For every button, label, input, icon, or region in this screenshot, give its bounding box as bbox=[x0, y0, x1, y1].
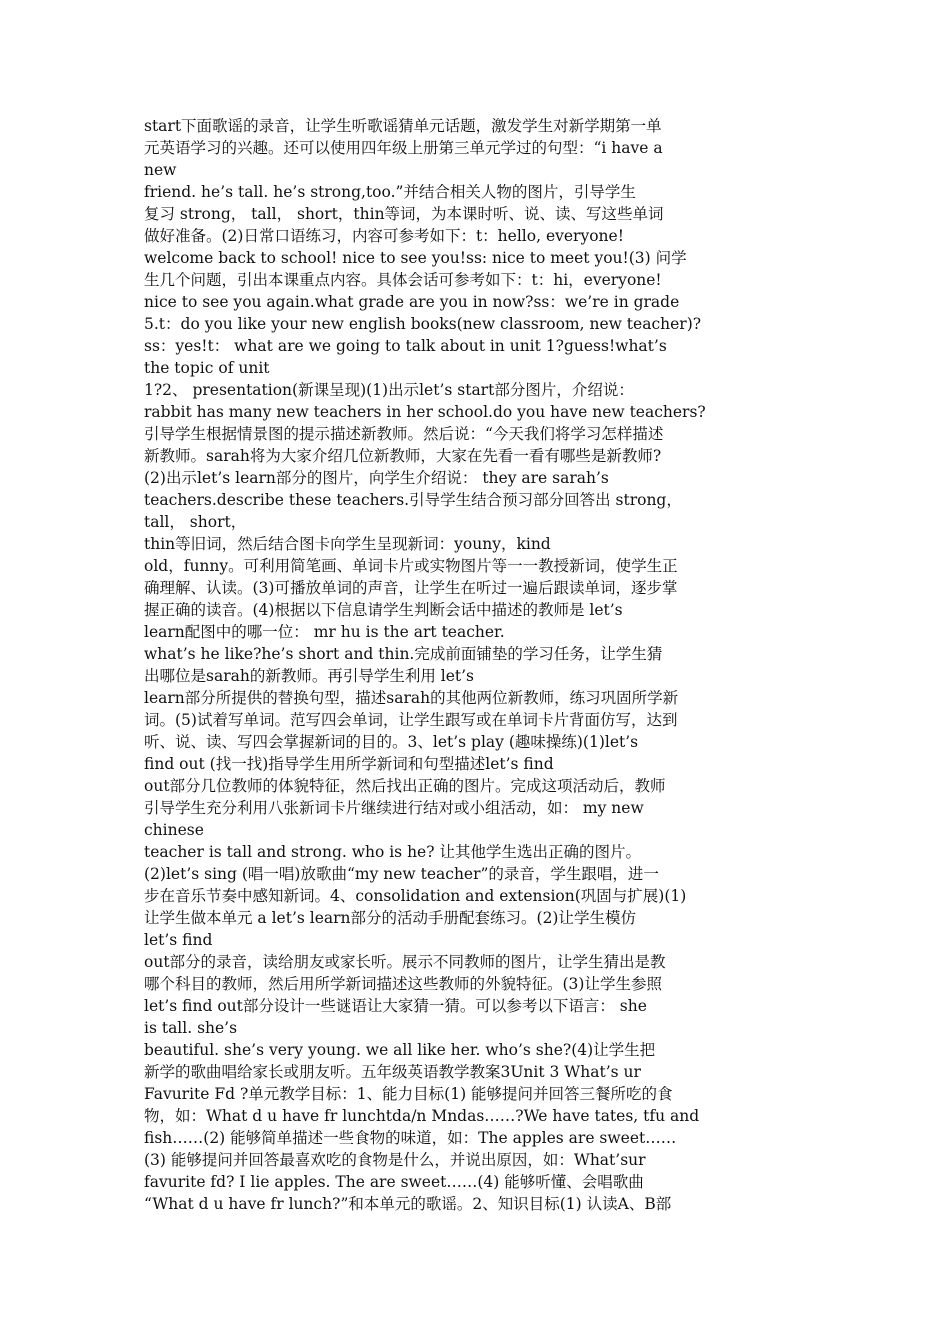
text-line: fish……(2) 能够简单描述一些食物的味道，如：The apples are sweet…… bbox=[144, 1129, 677, 1147]
text-line: 让学生做本单元 a let’s learn部分的活动手册配套练习。(2)让学生模仿 bbox=[144, 909, 636, 927]
text-line: teacher is tall and strong. who is he? 让其他学生选出正确的图片。 bbox=[144, 843, 641, 861]
text-line: 步在音乐节奏中感知新词。4、consolidation and extension(巩固与扩展)(1) bbox=[144, 887, 687, 905]
text-line: 做好准备。(2)日常口语练习，内容可参考如下：t：hello, everyone! bbox=[144, 227, 624, 245]
text-line: (2)let’s sing (唱一唱)放歌曲“my new teacher”的录音，学生跟唱，进一 bbox=[144, 865, 659, 883]
text-line: what’s he like?he’s short and thin.完成前面铺垫的学习任务，让学生猜 bbox=[144, 645, 663, 663]
text-line: learn部分所提供的替换句型，描述sarah的其他两位新教师，练习巩固所学新 bbox=[144, 689, 679, 707]
text-line: 听、说、读、写四会掌握新词的目的。3、let’s play (趣味操练)(1)let’s bbox=[144, 733, 639, 751]
text-line: 生几个问题，引出本课重点内容。具体会话可参考如下：t：hi，everyone! bbox=[144, 271, 662, 289]
document-body bbox=[144, 115, 804, 1215]
text-line: 物，如：What d u have fr lunchtda/n Mndas……?We have tates, tfu and bbox=[144, 1107, 700, 1125]
text-line: rabbit has many new teachers in her school.do you have new teachers? bbox=[144, 403, 706, 421]
text-line: let’s find bbox=[144, 931, 213, 949]
text-line: is tall. she’s bbox=[144, 1019, 238, 1037]
text-line: the topic of unit bbox=[144, 359, 270, 377]
text-line: learn配图中的哪一位： mr hu is the art teacher. bbox=[144, 623, 505, 641]
text-line: tall， short， bbox=[144, 513, 247, 531]
text-line: new bbox=[144, 161, 177, 179]
text-line: 元英语学习的兴趣。还可以使用四年级上册第三单元学过的句型：“i have a bbox=[144, 139, 663, 157]
text-line: 词。(5)试着写单词。范写四会单词，让学生跟写或在单词卡片背面仿写，达到 bbox=[144, 711, 678, 729]
text-line: 确理解、认读。(3)可播放单词的声音，让学生在听过一遍后跟读单词，逐步掌 bbox=[144, 579, 678, 597]
text-line: 复习 strong， tall， short，thin等词，为本课时听、说、读、写这些单词 bbox=[144, 205, 664, 223]
text-line: “What d u have fr lunch?”和本单元的歌谣。2、知识目标(1) 认读A、B部 bbox=[144, 1195, 672, 1213]
text-line: nice to see you again.what grade are you in now?ss：we’re in grade bbox=[144, 293, 680, 311]
text-line: teachers.describe these teachers.引导学生结合预习部分回答出 strong， bbox=[144, 491, 682, 509]
text-line: (3) 能够提问并回答最喜欢吃的食物是什么，并说出原因，如：What’sur bbox=[144, 1151, 646, 1169]
text-line: 1?2、 presentation(新课呈现)(1)出示let’s start部分图片，介绍说： bbox=[144, 381, 634, 399]
text-line: 出哪位是sarah的新教师。再引导学生利用 let’s bbox=[144, 667, 474, 685]
text-line: 握正确的读音。(4)根据以下信息请学生判断会话中描述的教师是 let’s bbox=[144, 601, 623, 619]
text-line: let’s find out部分设计一些谜语让大家猜一猜。可以参考以下语言： she bbox=[144, 997, 647, 1015]
text-line: out部分几位教师的体貌特征，然后找出正确的图片。完成这项活动后，教师 bbox=[144, 777, 666, 795]
text-line: (2)出示let’s learn部分的图片，向学生介绍说： they are sarah’s bbox=[144, 469, 609, 487]
text-line: start下面歌谣的录音，让学生听歌谣猜单元话题，激发学生对新学期第一单 bbox=[144, 117, 662, 135]
text-line: 5.t：do you like your new english books(new classroom, new teacher)? bbox=[144, 315, 702, 333]
text-line: ss：yes!t： what are we going to talk about in unit 1?guess!what’s bbox=[144, 337, 667, 355]
text-line: friend. he’s tall. he’s strong,too.”并结合相关人物的图片，引导学生 bbox=[144, 183, 636, 201]
text-line: thin等旧词，然后结合图卡向学生呈现新词：youny，kind bbox=[144, 535, 551, 553]
text-line: 哪个科目的教师，然后用所学新词描述这些教师的外貌特征。(3)让学生参照 bbox=[144, 975, 662, 993]
text-line: out部分的录音，读给朋友或家长听。展示不同教师的图片，让学生猜出是教 bbox=[144, 953, 666, 971]
text-line: old，funny。可利用简笔画、单词卡片或实物图片等一一教授新词，使学生正 bbox=[144, 557, 678, 575]
text-line: find out (找一找)指导学生用所学新词和句型描述let’s find bbox=[144, 755, 554, 773]
text-line: 引导学生充分利用八张新词卡片继续进行结对或小组活动，如： my new bbox=[144, 799, 644, 817]
text-line: Favurite Fd ?单元教学目标：1、能力目标(1) 能够提问并回答三餐所吃的食 bbox=[144, 1085, 673, 1103]
text-line: favurite fd? I lie apples. The are sweet……(4) 能够听懂、会唱歌曲 bbox=[144, 1173, 644, 1191]
text-line: 新教师。sarah将为大家介绍几位新教师，大家在先看一看有哪些是新教师? bbox=[144, 447, 662, 465]
text-line: beautiful. she’s very young. we all like her. who’s she?(4)让学生把 bbox=[144, 1041, 656, 1059]
text-line: 新学的歌曲唱给家长或朋友听。五年级英语教学教案3Unit 3 What’s ur bbox=[144, 1063, 641, 1081]
text-line: 引导学生根据情景图的提示描述新教师。然后说：“今天我们将学习怎样描述 bbox=[144, 425, 664, 443]
text-line: chinese bbox=[144, 821, 204, 839]
text-line: welcome back to school! nice to see you!ss: nice to meet you!(3) 问学 bbox=[144, 249, 687, 267]
